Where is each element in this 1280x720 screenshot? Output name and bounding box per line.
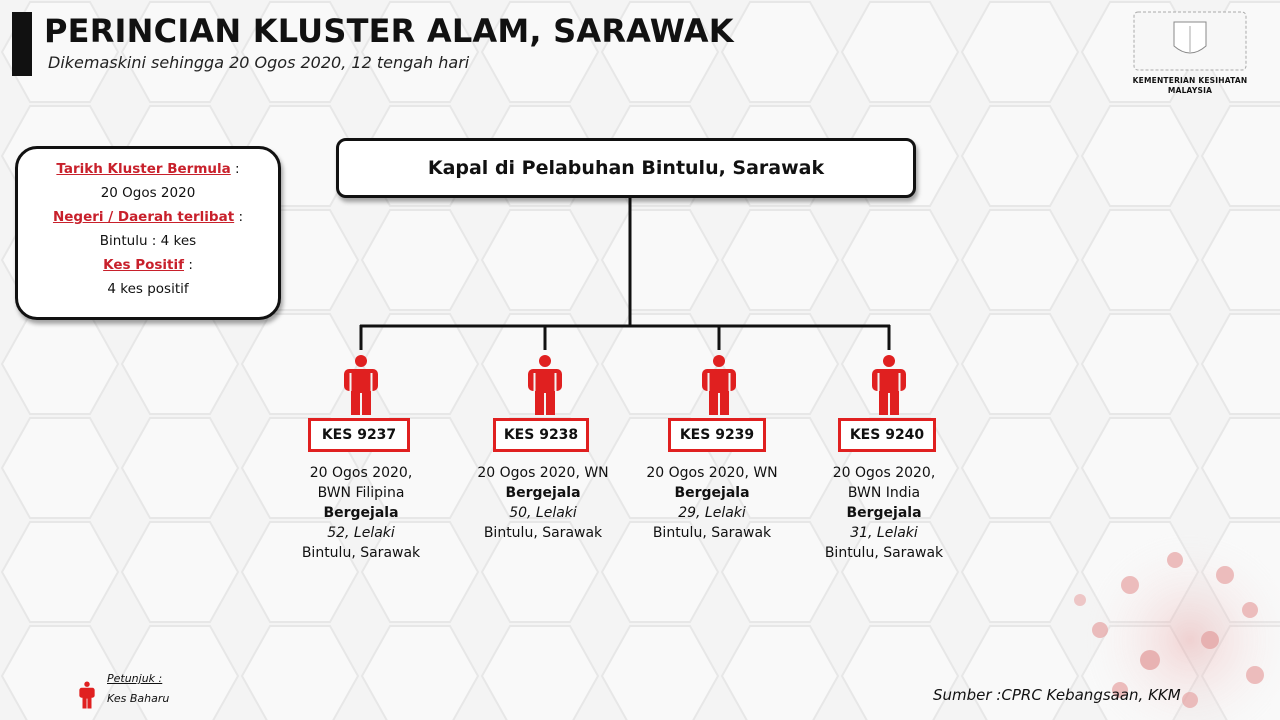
case-details — [799, 463, 969, 563]
case-id-box — [308, 418, 410, 452]
coat-of-arms-icon — [1130, 8, 1250, 74]
case-status: Bergejala — [505, 485, 581, 501]
colon: : — [238, 209, 244, 225]
case-id: KES 9238 — [503, 427, 579, 443]
case-id-box — [838, 418, 936, 452]
case-id: KES 9239 — [679, 427, 755, 443]
ministry-logo — [1115, 8, 1265, 100]
source-credit: Sumber :CPRC Kebangsaan, KKM — [933, 686, 1181, 704]
case-age-gender: 31, Lelaki — [850, 525, 918, 541]
case-date-line: 20 Ogos 2020, — [309, 465, 413, 481]
cluster-root-label: Kapal di Pelabuhan Bintulu, Sarawak — [427, 157, 825, 179]
colon: : — [188, 257, 193, 273]
case-location: Bintulu, Sarawak — [652, 525, 772, 541]
person-icon — [699, 355, 739, 415]
case-age-gender: 52, Lelaki — [327, 525, 395, 541]
colon: : — [235, 161, 240, 177]
start-date-label: Tarikh Kluster Bermula — [56, 161, 231, 177]
cluster-root-node — [336, 138, 916, 198]
states-label-row — [18, 205, 278, 229]
case-status: Bergejala — [846, 505, 922, 521]
case-id-box — [668, 418, 766, 452]
page-title: PERINCIAN KLUSTER ALAM, SARAWAK — [44, 12, 734, 50]
states-label: Negeri / Daerah terlibat — [52, 209, 235, 225]
positive-label-row — [18, 253, 278, 277]
person-icon — [341, 355, 381, 415]
case-status: Bergejala — [674, 485, 750, 501]
start-date-value: 20 Ogos 2020 — [100, 185, 196, 201]
case-location: Bintulu, Sarawak — [301, 545, 421, 561]
person-icon — [525, 355, 565, 415]
case-id: KES 9240 — [849, 427, 925, 443]
case-date-line: 20 Ogos 2020, — [832, 465, 936, 481]
case-nationality: BWN India — [847, 485, 921, 501]
person-icon — [78, 680, 96, 710]
legend-title: Petunjuk : — [107, 672, 163, 685]
case-details — [458, 463, 628, 543]
positive-value: 4 kes positif — [107, 281, 189, 297]
case-age-gender: 50, Lelaki — [509, 505, 577, 521]
start-date-label-row — [18, 157, 278, 181]
case-id-box — [493, 418, 589, 452]
logo-text-ministry: KEMENTERIAN KESIHATAN — [1132, 76, 1248, 85]
case-status: Bergejala — [323, 505, 399, 521]
logo-text-country: MALAYSIA — [1167, 86, 1213, 95]
case-nationality: BWN Filipina — [317, 485, 405, 501]
states-value: Bintulu : 4 kes — [99, 233, 197, 249]
case-location: Bintulu, Sarawak — [483, 525, 603, 541]
page-subtitle: Dikemaskini sehingga 20 Ogos 2020, 12 tengah hari — [48, 53, 470, 72]
legend-new-case-label: Kes Baharu — [107, 692, 170, 705]
positive-label: Kes Positif — [103, 257, 185, 273]
case-details — [627, 463, 797, 543]
cluster-info-box — [15, 146, 281, 320]
title-accent-bar — [12, 12, 32, 76]
case-date-line: 20 Ogos 2020, WN — [477, 465, 609, 481]
case-location: Bintulu, Sarawak — [824, 545, 944, 561]
case-age-gender: 29, Lelaki — [678, 505, 746, 521]
person-icon — [869, 355, 909, 415]
case-details — [276, 463, 446, 563]
case-id: KES 9237 — [321, 427, 397, 443]
case-date-line: 20 Ogos 2020, WN — [646, 465, 778, 481]
